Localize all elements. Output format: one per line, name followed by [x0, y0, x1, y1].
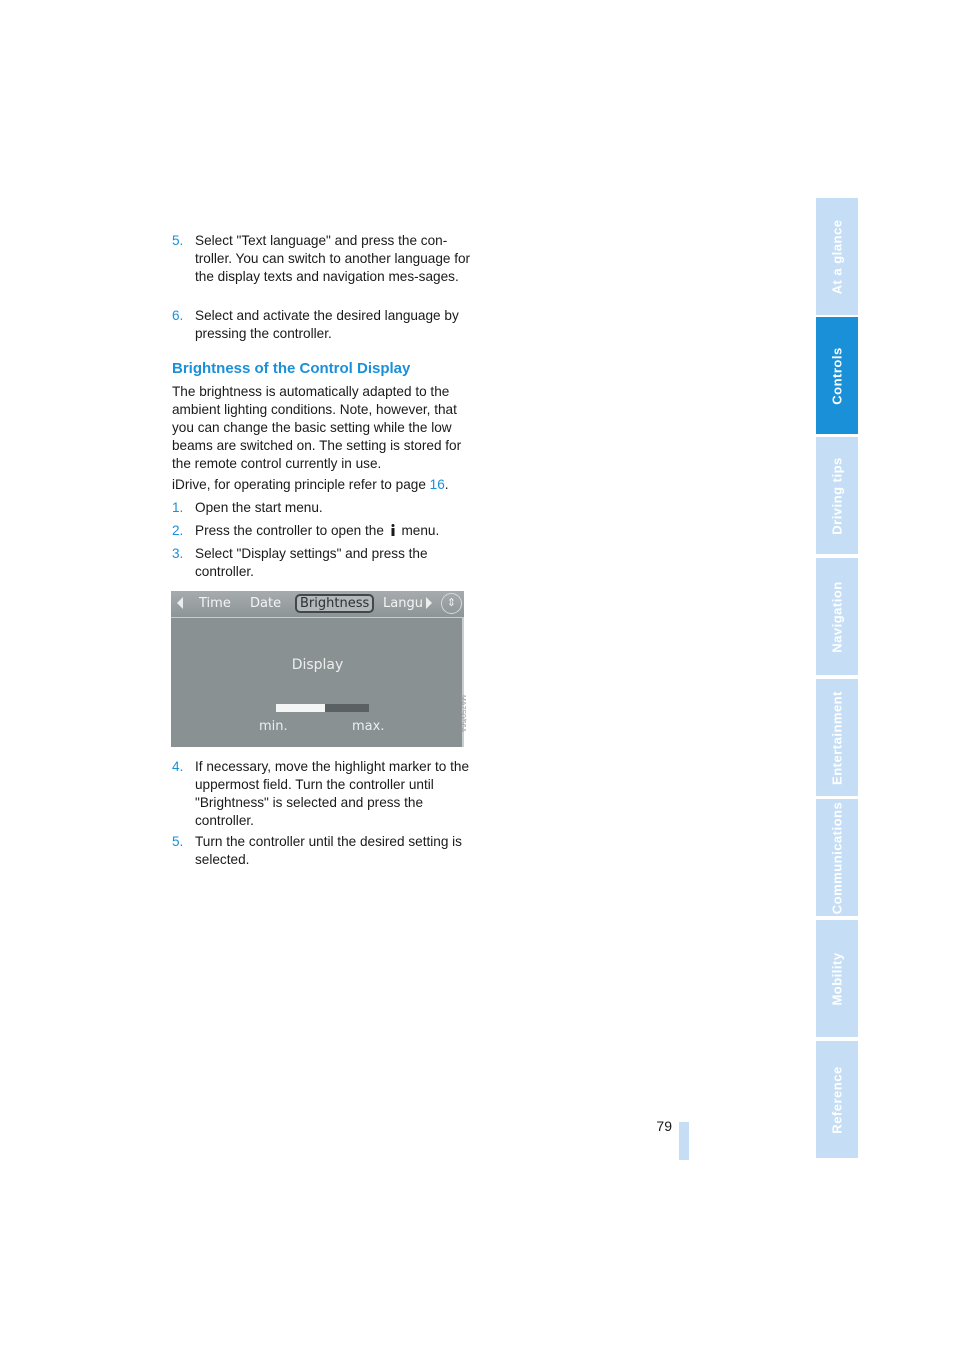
idrive-reference-text: iDrive, for operating principle refer to page: [172, 477, 430, 492]
step-number: 1.: [172, 500, 184, 515]
chapter-tab-label: Communications: [829, 801, 845, 914]
step-number: 6.: [172, 308, 184, 323]
step-2: [172, 522, 472, 540]
chapter-tab-entertainment[interactable]: [816, 679, 858, 796]
tab-brightness: Brightness: [295, 594, 374, 613]
image-code: MA7S0/56A: [459, 695, 466, 733]
step-text: Select "Text language" and press the con-troller. You can switch to another language for the display texts and navigation mes-sages.: [195, 233, 471, 284]
brightness-level: [276, 704, 325, 712]
brightness-slider: [276, 704, 369, 712]
info-icon: [390, 524, 396, 536]
section-heading: Brightness of the Control Display: [172, 360, 411, 377]
step-5-bottom: [172, 833, 472, 869]
control-display-screenshot: [171, 591, 464, 747]
chapter-tab-controls[interactable]: [816, 317, 858, 434]
arrow-right-icon: [426, 597, 432, 609]
chapter-tab-label: Entertainment: [829, 690, 845, 785]
page-number-bar: [679, 1122, 689, 1160]
chapter-tab-label: At a glance: [829, 219, 845, 294]
min-label: min.: [259, 719, 288, 734]
controller-icon: ⇕: [441, 593, 462, 614]
intro-paragraph: The brightness is automatically adapted to the ambient lighting conditions. Note, however, that you can change the basic setting while the low beams are switched on. The setting is stored for the remote control currently in use.: [172, 384, 462, 471]
step-number: 4.: [172, 759, 184, 774]
chapter-tab-label: Driving tips: [829, 456, 845, 535]
arrow-left-icon: [177, 597, 183, 609]
chapter-tab-label: Navigation: [829, 580, 845, 653]
step-5: [172, 232, 472, 286]
step-1: [172, 499, 472, 517]
chapter-tab-reference[interactable]: [816, 1041, 858, 1158]
chapter-tab-driving-tips[interactable]: [816, 437, 858, 554]
step-number: 2.: [172, 523, 184, 538]
step-3: [172, 545, 472, 581]
step-number: 3.: [172, 546, 184, 561]
display-label: Display: [291, 657, 344, 673]
page-number: 79: [656, 1118, 672, 1134]
chapter-tab-at-a-glance[interactable]: [816, 198, 858, 315]
chapter-tab-label: Mobility: [829, 951, 845, 1006]
chapter-tab-label: Reference: [829, 1065, 845, 1134]
chapter-tab-label: Controls: [829, 346, 845, 405]
step-text: [195, 522, 472, 540]
step-text: Select "Display settings" and press the controller.: [195, 546, 428, 579]
chapter-tab-communications[interactable]: [816, 799, 858, 916]
step-text: Turn the controller until the desired setting is selected.: [195, 834, 462, 867]
step-text-after: menu.: [397, 523, 440, 538]
step-text-before: Press the controller to open the: [195, 523, 388, 538]
tab-language: Langu: [383, 596, 423, 611]
max-label: max.: [352, 719, 385, 734]
tab-time: Time: [199, 596, 231, 611]
chapter-tab-navigation[interactable]: [816, 558, 858, 675]
step-6: [172, 307, 472, 343]
step-text: Select and activate the desired language by pressing the controller.: [195, 308, 459, 341]
tab-date: Date: [250, 596, 282, 611]
display-tab-bar: [171, 591, 464, 618]
step-text: Open the start menu.: [195, 500, 323, 515]
idrive-reference-end: .: [444, 477, 449, 492]
page-link[interactable]: 16: [429, 477, 445, 492]
chapter-tab-mobility[interactable]: [816, 920, 858, 1037]
step-number: 5.: [172, 834, 184, 849]
idrive-reference: [172, 476, 464, 494]
step-4: [172, 758, 472, 830]
step-number: 5.: [172, 233, 184, 248]
step-text: If necessary, move the highlight marker to the uppermost field. Turn the controller until "Brightness" is selected and press the controller.: [195, 759, 470, 828]
